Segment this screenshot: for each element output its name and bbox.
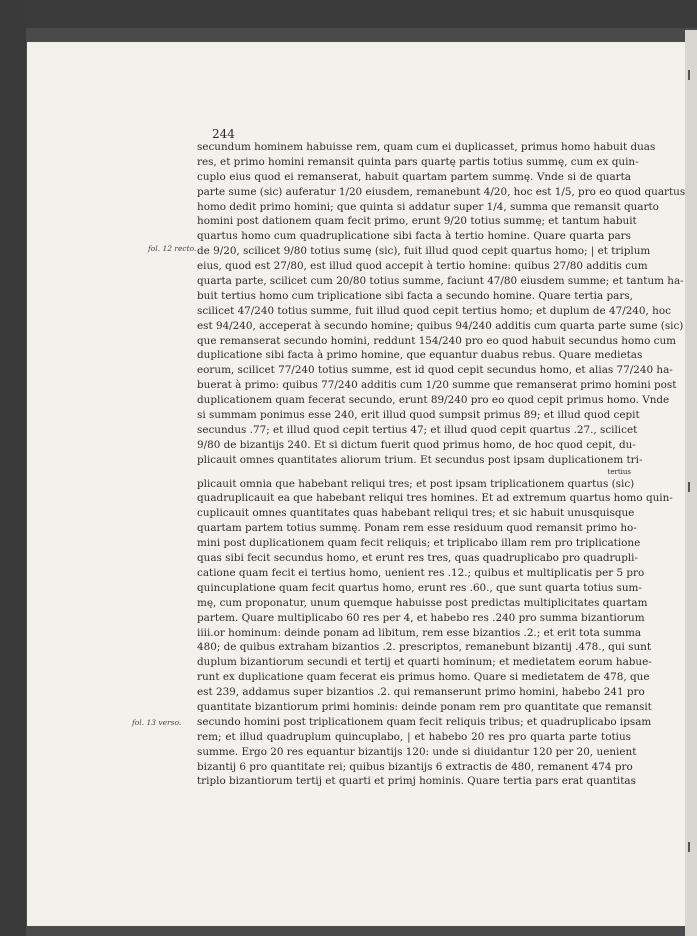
edge-mark [688,70,690,80]
text-line: est 94/240, acceperat à secundo homine; quibus 94/240 additis cum quarta parte sume (sic) [197,319,684,332]
text-line: est 239, addamus super bizantios .2. qui remanserunt primo homini, habebo 241 pro [197,686,645,699]
edge-mark [688,482,690,492]
text-line: quarta parte, scilicet cum 20/80 totius summe, faciunt 47/80 eiusdem summe; et tantum ha- [197,275,684,288]
text-line: eorum, scilicet 77/240 totius summe, est id quod cepit secundus homo, et alias 77/240 ha- [197,364,673,377]
text-line: buit tertius homo cum triplicatione sibi facta a secundo homine. Quare tertia pars, [197,289,633,302]
text-line: cuplo eius quod ei remanserat, habuit quartam partem summę. Vnde si de quarta [197,170,631,183]
text-line: quartus homo cum quadruplicatione sibi facta à tertio homine. Quare quarta pars [197,230,631,243]
text-line: si summam ponimus esse 240, erit illud quod sumpsit primus 89; et illud quod cepit [197,409,640,422]
main-text-block [197,140,686,789]
text-line: de 9/20, scilicet 9/80 totius sumę (sic), fuit illud quod cepit quartus homo; | et triplum [197,245,651,258]
text-line: cuplicauit omnes quantitates quas habebant reliqui tres; et sic habuit unusquisque [197,507,635,520]
text-line: iiii.or hominum: deinde ponam ad libitum, rem esse bizantios .2.; et erit tota summa [197,626,642,639]
text-line: quadruplicauit ea que habebant reliqui tres homines. Et ad extremum quartus homo quin- [197,492,673,505]
text-line: que remanserat secundo homini, reddunt 154/240 pro eo quod habuit secundus homo cum [197,334,677,347]
text-line: quantitate bizantiorum primi hominis: deinde ponam rem pro quantitate que remansit [197,700,652,713]
text-line: quincuplatione quam fecit quartus homo, erunt res .60., que sunt quarta totius sum- [197,581,642,594]
text-line: partem. Quare multiplicabo 60 res per 4, et habebo res .240 pro summa bizantiorum [197,611,645,624]
text-line: eius, quod est 27/80, est illud quod accepit à tertio homine: quibus 27/80 additis cum [197,260,648,273]
text-line: scilicet 47/240 totius summe, fuit illud quod cepit tertius homo; et duplum de 47/240, hoc [197,304,671,317]
margin-note-fol-13: fol. 13 verso. [132,718,182,727]
text-line: quas sibi fecit secundus homo, et erunt res tres, quas quadruplicabo pro quadrupli- [197,552,639,565]
text-line: triplo bizantiorum tertij et quarti et primj hominis. Quare tertia pars erat quantitas [197,775,636,788]
text-line: rem; et illud quadruplum quincuplabo, | et habebo 20 res pro quarta parte totius [197,730,631,743]
text-line: duplum bizantiorum secundi et tertij et quarti hominum; et medietatem eorum habue- [197,656,652,669]
text-line: plicauit omnes quantitates aliorum trium. Et secundus post ipsam duplicationem tri- [197,453,643,466]
text-line: runt ex duplicatione quam fecerat eis primus homo. Quare si medietatem de 478, que [197,671,650,684]
text-line: res, et primo homini remansit quinta pars quartę partis totius summę, cum ex quin- [197,155,639,168]
text-line: 9/80 de bizantijs 240. Et si dictum fuerit quod primus homo, de hoc quod cepit, du- [197,438,636,451]
page-number: 244 [212,127,235,141]
text-line: catione quam fecit ei tertius homo, uenient res .12.; quibus et multiplicatis per 5 pro [197,566,645,579]
text-line: mę, cum proponatur, unum quemque habuisse post predictas multiplicitates quartam [197,596,648,609]
text-line: secundus .77; et illud quod cepit tertius 47; et illud quod cepit quartus .27., scilicet [197,423,638,436]
text-line: mini post duplicationem quam fecit reliquis; et triplicabo illam rem pro triplicatione [197,537,641,550]
text-line: duplicatione sibi facta à primo homine, que equantur duabus rebus. Quare medietas [197,349,643,362]
margin-note-fol-12: fol. 12 recto. [148,244,197,253]
text-line: 480; de quibus extraham bizantios .2. prescriptos, remanebunt bizantij .478., qui sunt [197,641,652,654]
right-page-edge [685,30,697,936]
text-line: homini post dationem quam fecit primo, erunt 9/20 totius summę; et tantum habuit [197,215,637,228]
text-line: parte sume (sic) auferatur 1/20 eiusdem, remanebunt 4/20, hoc est 1/5, pro eo quod quartus [197,185,686,198]
text-line: bizantij 6 pro quantitate rei; quibus bizantijs 6 extractis de 480, remanent 474 pro [197,760,633,773]
text-line: homo dedit primo homini; que quinta si addatur super 1/4, summa que remansit quarto [197,200,659,213]
text-line: secundum hominem habuisse rem, quam cum ei duplicasset, primus homo habuit duas [197,141,656,153]
text-line: summe. Ergo 20 res equantur bizantijs 120: unde si diuidantur 120 per 20, uenient [197,745,637,758]
left-border [0,0,26,936]
text-line: quartam partem totius summę. Ponam rem esse residuum quod remansit primo ho- [197,522,637,535]
text-line: duplicationem quam fecerat secundo, erunt 89/240 pro eo quod cepit primus homo. Vnde [197,394,670,407]
interlinear-gloss: tertius [607,467,631,476]
text-line: plicauit omnia que habebant reliqui tres; et post ipsam triplicationem quartus (sic) [197,477,635,490]
edge-mark [688,842,690,852]
top-border [0,0,697,28]
text-line: secundo homini post triplicationem quam fecit reliquis tribus; et quadruplicabo ipsam [197,715,652,728]
text-line: buerat à primo: quibus 77/240 additis cum 1/20 summe que remanserat primo homini post [197,379,677,392]
